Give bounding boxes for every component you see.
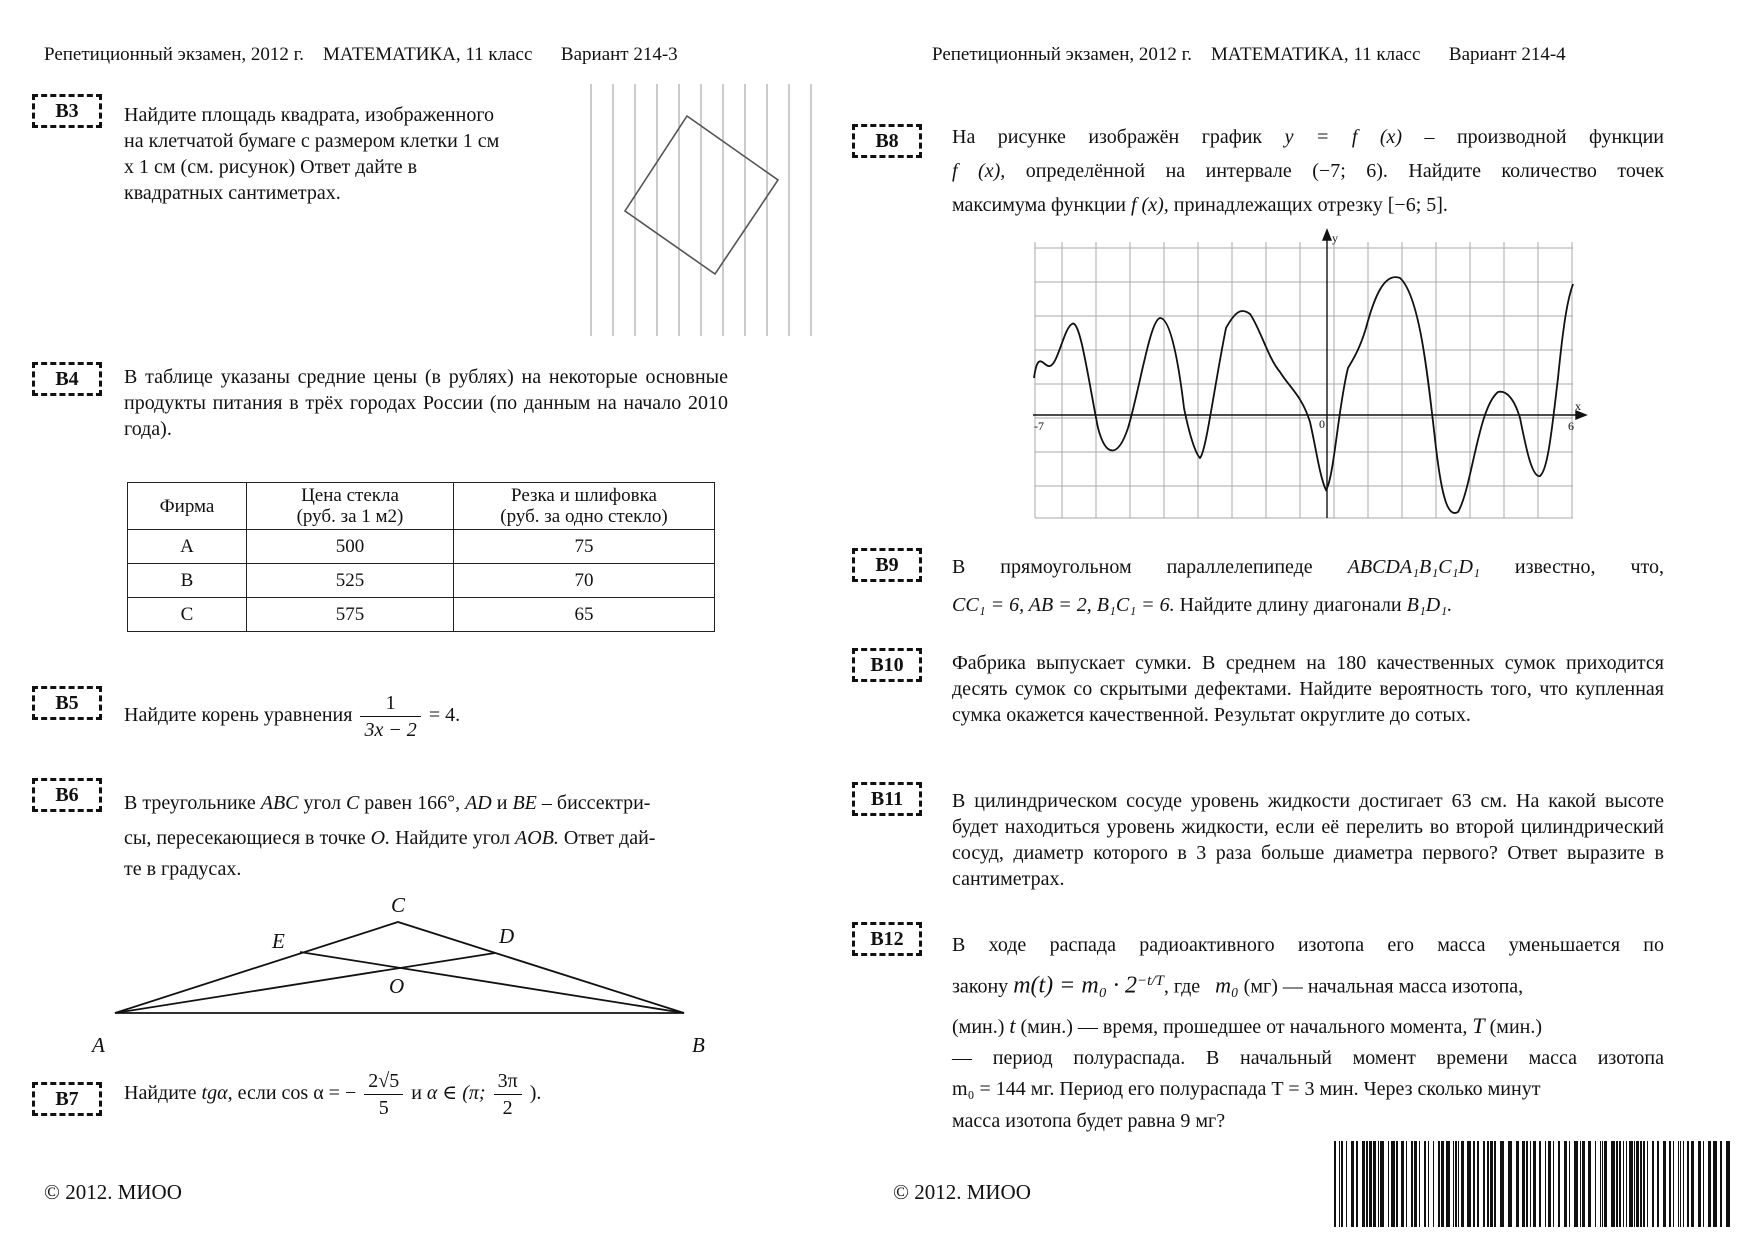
right-header-variant: Вариант 214-4: [1448, 44, 1566, 65]
task-b9-text: [952, 548, 1664, 624]
barcode-bar: [1640, 1141, 1642, 1227]
b5-numerator: 1: [360, 690, 420, 717]
b7-denominator-2: 2: [502, 1097, 513, 1119]
b7-text-2: если: [237, 1082, 277, 1105]
b12-text-4: (мг) — начальная масса изотопа,: [1243, 975, 1524, 998]
barcode-bar: [1346, 1141, 1347, 1227]
barcode-bar: [1411, 1141, 1413, 1227]
table-row: [128, 598, 715, 632]
task-label-b7: B7: [32, 1082, 102, 1116]
barcode-bar: [1334, 1141, 1336, 1227]
b8-x-max-label: 6: [1568, 419, 1574, 433]
cell-price: 500: [247, 530, 454, 564]
barcode-bar: [1643, 1141, 1645, 1227]
barcode-bar: [1602, 1141, 1603, 1227]
barcode-bar: [1616, 1141, 1618, 1227]
b8-text-3: определённой на интервале: [1025, 160, 1292, 182]
task-b3-text: [124, 102, 574, 206]
barcode-bar: [1611, 1141, 1615, 1227]
b12-text-1: В ходе распада радиоактивного изотопа его масса уменьшается по: [952, 934, 1664, 956]
task-label-b10: B10: [852, 648, 922, 682]
b7-numerator-1: 2√5: [364, 1068, 403, 1095]
b6-angle-aob: AOB.: [515, 827, 559, 849]
b7-denominator-1: 5: [378, 1097, 389, 1119]
table-row: [128, 530, 715, 564]
b6-text-9: те в градусах.: [124, 858, 242, 880]
b12-formula: m(t) = m₀ · 2: [1013, 972, 1138, 999]
right-page-header: [932, 44, 1566, 66]
b8-text-1: На рисунке изображён график: [952, 126, 1263, 148]
left-footer-copyright: © 2012. МИОО: [44, 1180, 182, 1204]
barcode-bar: [1708, 1141, 1711, 1227]
b8-text-6: принадлежащих отрезку: [1173, 194, 1383, 216]
barcode-bar: [1391, 1141, 1395, 1227]
b8-fx: f (x),: [952, 160, 1006, 182]
barcode-bar: [1526, 1141, 1528, 1227]
b12-text-10: масса изотопа будет равна 9 мг?: [952, 1109, 1226, 1132]
barcode-bar: [1533, 1141, 1536, 1227]
barcode-bar: [1680, 1141, 1681, 1227]
barcode-bar: [1678, 1141, 1679, 1227]
left-page-header: [44, 44, 678, 66]
task-b6-text: [124, 786, 764, 882]
task-b8-text: [952, 120, 1664, 222]
point-label-c: C: [391, 893, 406, 917]
barcode-bar: [1683, 1141, 1684, 1227]
barcode-bar: [1455, 1141, 1457, 1227]
task-label-b6: B6: [32, 778, 102, 812]
task-label-b12: B12: [852, 922, 922, 956]
barcode-bar: [1433, 1141, 1434, 1227]
barcode-bar: [1490, 1141, 1493, 1227]
b5-prompt: Найдите корень уравнения: [124, 704, 353, 727]
barcode-bar: [1516, 1141, 1519, 1227]
b7-numerator-2: 3π: [494, 1068, 522, 1095]
b6-ad: AD: [465, 792, 492, 814]
task-label-b3: B3: [32, 94, 102, 128]
b12-text-6: (мин.) — время, прошедшее от начального момента,: [1020, 1015, 1468, 1038]
barcode-bar: [1647, 1141, 1648, 1227]
b5-denominator: 3x − 2: [364, 719, 417, 741]
barcode-bar: [1414, 1141, 1417, 1227]
barcode-bar: [1564, 1141, 1567, 1227]
b8-axes: [1033, 230, 1586, 518]
task-b10-text: Фабрика выпускает сумки. В среднем на 180 качественных сумок приходится десять сумок со скрытыми дефектами. Найдите вероятность того, что купленная сумка окажется качественной. Результат округлите до сотых.: [952, 652, 1664, 726]
cell-price: 525: [247, 564, 454, 598]
barcode-bar: [1500, 1141, 1504, 1227]
barcode-bar: [1634, 1141, 1635, 1227]
b8-text-5: максимума функции: [952, 194, 1126, 216]
b6-point-o: O.: [370, 827, 391, 849]
b12-T: T: [1472, 1012, 1485, 1038]
b6-text-1: В треугольнике: [124, 792, 256, 814]
barcode-bar: [1663, 1141, 1666, 1227]
barcode-bar: [1473, 1141, 1475, 1227]
barcode-bar: [1703, 1141, 1704, 1227]
b8-interval: (−7; 6).: [1312, 160, 1388, 182]
right-header-subject: МАТЕМАТИКА, 11 класс: [1211, 44, 1421, 65]
b8-segment: [−6; 5].: [1387, 194, 1448, 216]
barcode-bar: [1530, 1141, 1531, 1227]
b6-triangle-abc: ABC: [260, 792, 299, 814]
barcode-bar: [1698, 1141, 1701, 1227]
b9-text-1: В прямоугольном параллелепипеде: [952, 556, 1313, 578]
barcode-bar: [1441, 1141, 1444, 1227]
task-label-b5: B5: [32, 686, 102, 720]
b7-fraction-2: [494, 1068, 522, 1121]
b3-line-3: х 1 см (см. рисунок) Ответ дайте в: [124, 156, 418, 178]
b7-close: ).: [529, 1082, 542, 1105]
barcode-bar: [1691, 1141, 1694, 1227]
barcode-bar: [1657, 1141, 1659, 1227]
cell-cut: 65: [454, 598, 715, 632]
barcode-bar: [1636, 1141, 1639, 1227]
b8-grid: [1035, 242, 1573, 518]
b4-price-table: [127, 482, 715, 632]
table-header-firm: Фирма: [128, 483, 247, 530]
barcode-bar: [1508, 1141, 1512, 1227]
b8-derivative-curve: [1034, 277, 1573, 513]
task-label-b11: B11: [852, 782, 922, 816]
task-label-b9: B9: [852, 548, 922, 582]
barcode-bar: [1458, 1141, 1459, 1227]
left-header-exam: Репетиционный экзамен, 2012 г.: [44, 44, 305, 65]
barcode-bar: [1582, 1141, 1585, 1227]
barcode-bar: [1558, 1141, 1560, 1227]
b6-text-2: угол: [303, 792, 341, 814]
bisector-be: [300, 952, 684, 1013]
barcode-bar: [1483, 1141, 1485, 1227]
b12-text-2: закону: [952, 975, 1009, 998]
b8-text-2: – производной функции: [1424, 126, 1665, 148]
b6-text-4: и: [496, 792, 508, 814]
barcode-bar: [1438, 1141, 1440, 1227]
b6-be: BE: [512, 792, 537, 814]
right-header-exam: Репетиционный экзамен, 2012 г.: [932, 44, 1193, 65]
b7-tg: tgα,: [201, 1082, 233, 1105]
b7-alpha: α ∈ (π;: [426, 1082, 486, 1105]
b12-text-3: , где: [1163, 975, 1201, 998]
b6-text-3: равен 166°,: [364, 792, 461, 814]
b5-fraction: [360, 690, 420, 743]
b8-x-min-label: -7: [1034, 419, 1044, 433]
barcode-bar: [1339, 1141, 1340, 1227]
b8-y-axis-label: y: [1332, 231, 1338, 245]
b12-text-9: m₀ = 144 мг. Период его полураспада T = 3 мин. Через сколько минут: [952, 1077, 1541, 1100]
header-cut-line-2: (руб. за одно стекло): [500, 506, 668, 527]
cell-firm: C: [128, 598, 247, 632]
barcode-bar: [1446, 1141, 1450, 1227]
barcode-bar: [1406, 1141, 1407, 1227]
b9-diagonal: B₁D₁.: [1406, 594, 1453, 616]
b12-text-8: — период полураспада. В начальный момент времени масса изотопа: [952, 1046, 1664, 1069]
barcode-bar: [1428, 1141, 1429, 1227]
b8-origin-label: 0: [1319, 417, 1325, 431]
barcode-bar: [1419, 1141, 1420, 1227]
b8-text-4: Найдите количество точек: [1408, 160, 1665, 182]
barcode-bar: [1604, 1141, 1607, 1227]
bisector-ad: [115, 953, 495, 1013]
b9-text-3: Найдите длину диагонали: [1179, 594, 1402, 616]
barcode-bar: [1580, 1141, 1581, 1227]
b8-fx-2: f (x),: [1130, 194, 1169, 216]
barcode-bar: [1545, 1141, 1546, 1227]
barcode-bar: [1569, 1141, 1570, 1227]
task-label-b4: B4: [32, 362, 102, 396]
barcode-bar: [1487, 1141, 1489, 1227]
barcode-bar: [1356, 1141, 1358, 1227]
task-b5-text: [124, 690, 460, 743]
barcode-bar: [1424, 1141, 1426, 1227]
barcode-bar: [1588, 1141, 1591, 1227]
b9-given: CC₁ = 6, AB = 2, B₁C₁ = 6.: [952, 594, 1175, 616]
task-b7-text: [124, 1068, 541, 1121]
barcode-bar: [1713, 1141, 1717, 1227]
b8-equation: y = f (x): [1284, 126, 1403, 148]
task-b4-text: В таблице указаны средние цены (в рублях) на некоторые основные продукты питания в трёх городах России (по данным на начало 2010 года).: [124, 366, 728, 440]
barcode-bar: [1401, 1141, 1404, 1227]
cell-cut: 70: [454, 564, 715, 598]
barcode-bar: [1574, 1141, 1578, 1227]
point-label-a: A: [92, 1033, 105, 1057]
barcode-bar: [1396, 1141, 1398, 1227]
barcode-bar: [1388, 1141, 1389, 1227]
barcode-bar: [1629, 1141, 1633, 1227]
b9-text-2: известно, что,: [1514, 556, 1664, 578]
barcode-bar: [1539, 1141, 1541, 1227]
barcode-bar: [1522, 1141, 1525, 1227]
barcode-bar: [1351, 1141, 1354, 1227]
barcode-bar: [1720, 1141, 1722, 1227]
b6-angle-c: C: [345, 792, 360, 814]
b3-grid-figure: [585, 84, 815, 336]
point-label-b: B: [692, 1033, 705, 1057]
right-footer-copyright: © 2012. МИОО: [893, 1180, 1031, 1204]
b9-box-name: ABCDA₁B₁C₁D₁: [1347, 556, 1480, 578]
b3-grid-lines: [591, 84, 811, 336]
table-header-glass-price: [247, 483, 454, 530]
b6-text-8: Ответ дай-: [563, 827, 656, 849]
barcode-bar: [1548, 1141, 1551, 1227]
barcode-bar: [1373, 1141, 1376, 1227]
b8-x-axis-label: x: [1575, 399, 1581, 413]
barcode-bar: [1362, 1141, 1365, 1227]
barcode-bar: [1619, 1141, 1621, 1227]
barcode-bar: [1553, 1141, 1554, 1227]
left-header-subject: МАТЕМАТИКА, 11 класс: [323, 44, 533, 65]
b12-text-5: (мин.): [952, 1015, 1005, 1038]
b6-triangle-figure: [80, 890, 730, 1060]
b7-fraction-1: [364, 1068, 403, 1121]
point-label-o: O: [389, 974, 405, 998]
point-label-e: E: [272, 929, 285, 953]
b7-text-3: и: [411, 1082, 422, 1105]
task-b12-text: [952, 932, 1664, 1137]
header-glass-line-1: Цена стекла: [301, 485, 399, 506]
left-header-variant: Вариант 214-3: [560, 44, 678, 65]
header-glass-line-2: (руб. за 1 м2): [296, 506, 404, 527]
barcode-bar: [1673, 1141, 1674, 1227]
b3-line-4: квадратных сантиметрах.: [124, 182, 341, 204]
barcode-bar: [1341, 1141, 1343, 1227]
barcode-bar: [1453, 1141, 1454, 1227]
b6-text-7: Найдите угол: [395, 827, 511, 849]
b3-line-2: на клетчатой бумаге с размером клетки 1 см: [124, 130, 500, 152]
barcode-image: [1334, 1141, 1732, 1227]
point-label-d: D: [499, 924, 515, 948]
b7-cos: cos α = −: [281, 1082, 357, 1105]
cell-price: 575: [247, 598, 454, 632]
barcode-bar: [1461, 1141, 1464, 1227]
barcode-bar: [1600, 1141, 1601, 1227]
cell-cut: 75: [454, 530, 715, 564]
table-header-row: [128, 483, 715, 530]
barcode-bar: [1595, 1141, 1596, 1227]
barcode-bar: [1669, 1141, 1671, 1227]
b12-m0: m₀: [1215, 972, 1239, 998]
barcode-bar: [1477, 1141, 1479, 1227]
barcode-bar: [1623, 1141, 1624, 1227]
b12-exponent: −t/T: [1137, 973, 1164, 989]
b8-derivative-graph: [1028, 228, 1588, 520]
barcode-bar: [1652, 1141, 1654, 1227]
barcode-bar: [1380, 1141, 1384, 1227]
b7-text-1: Найдите: [124, 1082, 197, 1105]
table-row: [128, 564, 715, 598]
barcode-bar: [1467, 1141, 1471, 1227]
cell-firm: A: [128, 530, 247, 564]
barcode-bar: [1626, 1141, 1627, 1227]
b6-text-5: – биссектри-: [541, 792, 651, 814]
barcode-bar: [1494, 1141, 1496, 1227]
task-b11-text: В цилиндрическом сосуде уровень жидкости достигает 63 см. На какой высоте будет находиться уровень жидкости, если её перелить во второй цилиндрический сосуд, диаметр которого в 3 раза больше диаметра первого? Ответ выразите в сантиметрах.: [952, 790, 1664, 890]
b5-rhs: = 4.: [428, 704, 461, 727]
b3-line-1: Найдите площадь квадрата, изображенного: [124, 104, 495, 126]
barcode-bar: [1726, 1141, 1730, 1227]
table-header-cutting: [454, 483, 715, 530]
cell-firm: B: [128, 564, 247, 598]
b6-text-6: сы, пересекающиеся в точке: [124, 827, 366, 849]
header-cut-line-1: Резка и шлифовка: [511, 485, 657, 506]
barcode-bar: [1687, 1141, 1689, 1227]
barcode-bar: [1378, 1141, 1379, 1227]
b12-t: t: [1009, 1012, 1016, 1038]
barcode-bar: [1369, 1141, 1372, 1227]
barcode-bar: [1366, 1141, 1368, 1227]
task-label-b8: B8: [852, 124, 922, 158]
b12-text-7: (мин.): [1489, 1015, 1543, 1038]
